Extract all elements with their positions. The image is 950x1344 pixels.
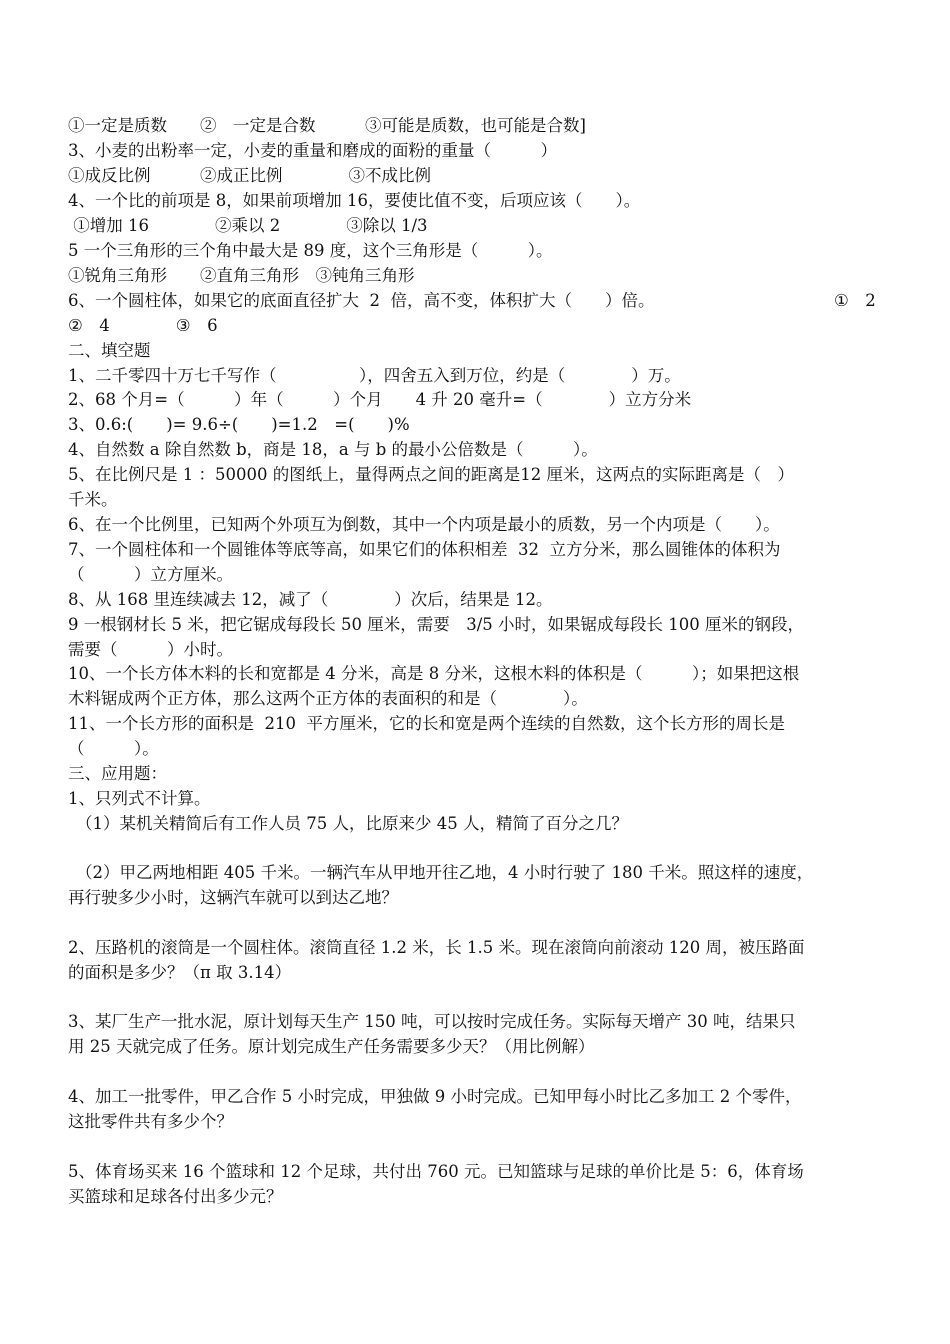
choice-q5-options: ①锐角三角形 ②直角三角形 ③钝角三角形	[68, 266, 415, 285]
fill-q1: 1、二千零四十万七千写作（ ），四舍五入到万位，约是（ ）万。	[68, 366, 681, 385]
fill-q11-line2: （ ）。	[68, 739, 159, 758]
applied-q1-part2-line2: 再行驶多少小时，这辆汽车就可以到达乙地？	[68, 888, 398, 907]
fill-q6: 6、在一个比例里，已知两个外项互为倒数，其中一个内项是最小的质数，另一个内项是（ ）。	[68, 515, 780, 534]
applied-q1-part2-line1: （2）甲乙两地相距 405 千米。一辆汽车从甲地开往乙地，4 小时行驶了 180 千米。照这样的速度，	[76, 863, 814, 882]
fill-q2: 2、68 个月=（ ）年（ ）个月 4 升 20 毫升=（ ）立方分米	[68, 390, 692, 409]
fill-q9-line1: 9 一根钢材长 5 米，把它锯成每段长 50 厘米，需要 3/5 小时，如果锯成每段长 100 厘米的钢段，	[68, 615, 804, 634]
applied-q1-intro: 1、只列式不计算。	[68, 789, 211, 808]
applied-q3-line2: 用 25 天就完成了任务。原计划完成生产任务需要多少天？（用比例解）	[68, 1037, 595, 1056]
applied-q4-line2: 这批零件共有多少个？	[68, 1112, 233, 1131]
choice-q6-option-1: ① 2	[834, 291, 876, 310]
fill-q3: 3、0.6:( )= 9.6÷( )=1.2 =( )%	[68, 415, 410, 434]
choice-q4-stem: 4、一个比的前项是 8，如果前项增加 16，要使比值不变，后项应该（ ）。	[68, 191, 641, 210]
fill-q10-line2: 木料锯成两个正方体，那么这两个正方体的表面积的和是（ ）。	[68, 689, 588, 708]
applied-q3-line1: 3、某厂生产一批水泥，原计划每天生产 150 吨，可以按时完成任务。实际每天增产 30 吨，结果只	[68, 1012, 796, 1031]
choice-q5-stem: 5 一个三角形的三个角中最大是 89 度，这个三角形是（ ）。	[68, 241, 553, 260]
fill-section-heading: 二、填空题	[68, 341, 151, 360]
applied-q1-part1: （1）某机关精简后有工作人员 75 人，比原来少 45 人，精简了百分之几？	[76, 814, 628, 833]
applied-q4-line1: 4、加工一批零件，甲乙合作 5 小时完成，甲独做 9 小时完成。已知甲每小时比乙多加工 2 个零件，	[68, 1087, 802, 1106]
choice-q2-options: ①一定是质数 ② 一定是合数 ③可能是质数，也可能是合数]	[68, 116, 586, 135]
applied-q2-line2: 的面积是多少？（π 取 3.14）	[68, 963, 292, 982]
fill-q7-line2: （ ）立方厘米。	[68, 565, 233, 584]
fill-q7-line1: 7、一个圆柱体和一个圆锥体等底等高，如果它们的体积相差 32 立方分米，那么圆锥体的体积为	[68, 540, 781, 559]
fill-q9-line2: 需要（ ）小时。	[68, 640, 233, 659]
fill-q11-line1: 11、一个长方形的面积是 210 平方厘米，它的长和宽是两个连续的自然数，这个长方形的周长是	[68, 714, 785, 733]
applied-q5-line2: 买篮球和足球各付出多少元？	[68, 1187, 283, 1206]
applied-q5-line1: 5、体育场买来 16 个篮球和 12 个足球，共付出 760 元。已知篮球与足球的单价比是 5：6，体育场	[68, 1162, 804, 1181]
choice-q6-stem: 6、一个圆柱体，如果它的底面直径扩大 2 倍，高不变，体积扩大（ ）倍。	[68, 291, 655, 310]
fill-q8: 8、从 168 里连续减去 12，减了（ ）次后，结果是 12。	[68, 590, 553, 609]
applied-q2-line1: 2、压路机的滚筒是一个圆柱体。滚筒直径 1.2 米，长 1.5 米。现在滚筒向前滚动 120 周，被压路面	[68, 938, 805, 957]
fill-q4: 4、自然数 a 除自然数 b，商是 18，a 与 b 的最小公倍数是（ ）。	[68, 440, 598, 459]
choice-q6-options-2-3: ② 4 ③ 6	[68, 316, 218, 335]
fill-q5-line2: 千米。	[68, 490, 118, 509]
choice-q4-options: ①增加 16 ②乘以 2 ③除以 1/3	[68, 216, 428, 235]
fill-q5-line1: 5、在比例尺是 1 ：50000 的图纸上，量得两点之间的距离是12 厘米，这两点的实际距离是（ ）	[68, 465, 794, 484]
choice-q3-stem: 3、小麦的出粉率一定，小麦的重量和磨成的面粉的重量（ ）	[68, 141, 557, 160]
choice-q3-options: ①成反比例 ②成正比例 ③不成比例	[68, 166, 431, 185]
fill-q10-line1: 10、一个长方体木料的长和宽都是 4 分米，高是 8 分米，这根木料的体积是（ ）；如果把这根	[68, 664, 800, 683]
applied-section-heading: 三、应用题：	[68, 764, 167, 783]
